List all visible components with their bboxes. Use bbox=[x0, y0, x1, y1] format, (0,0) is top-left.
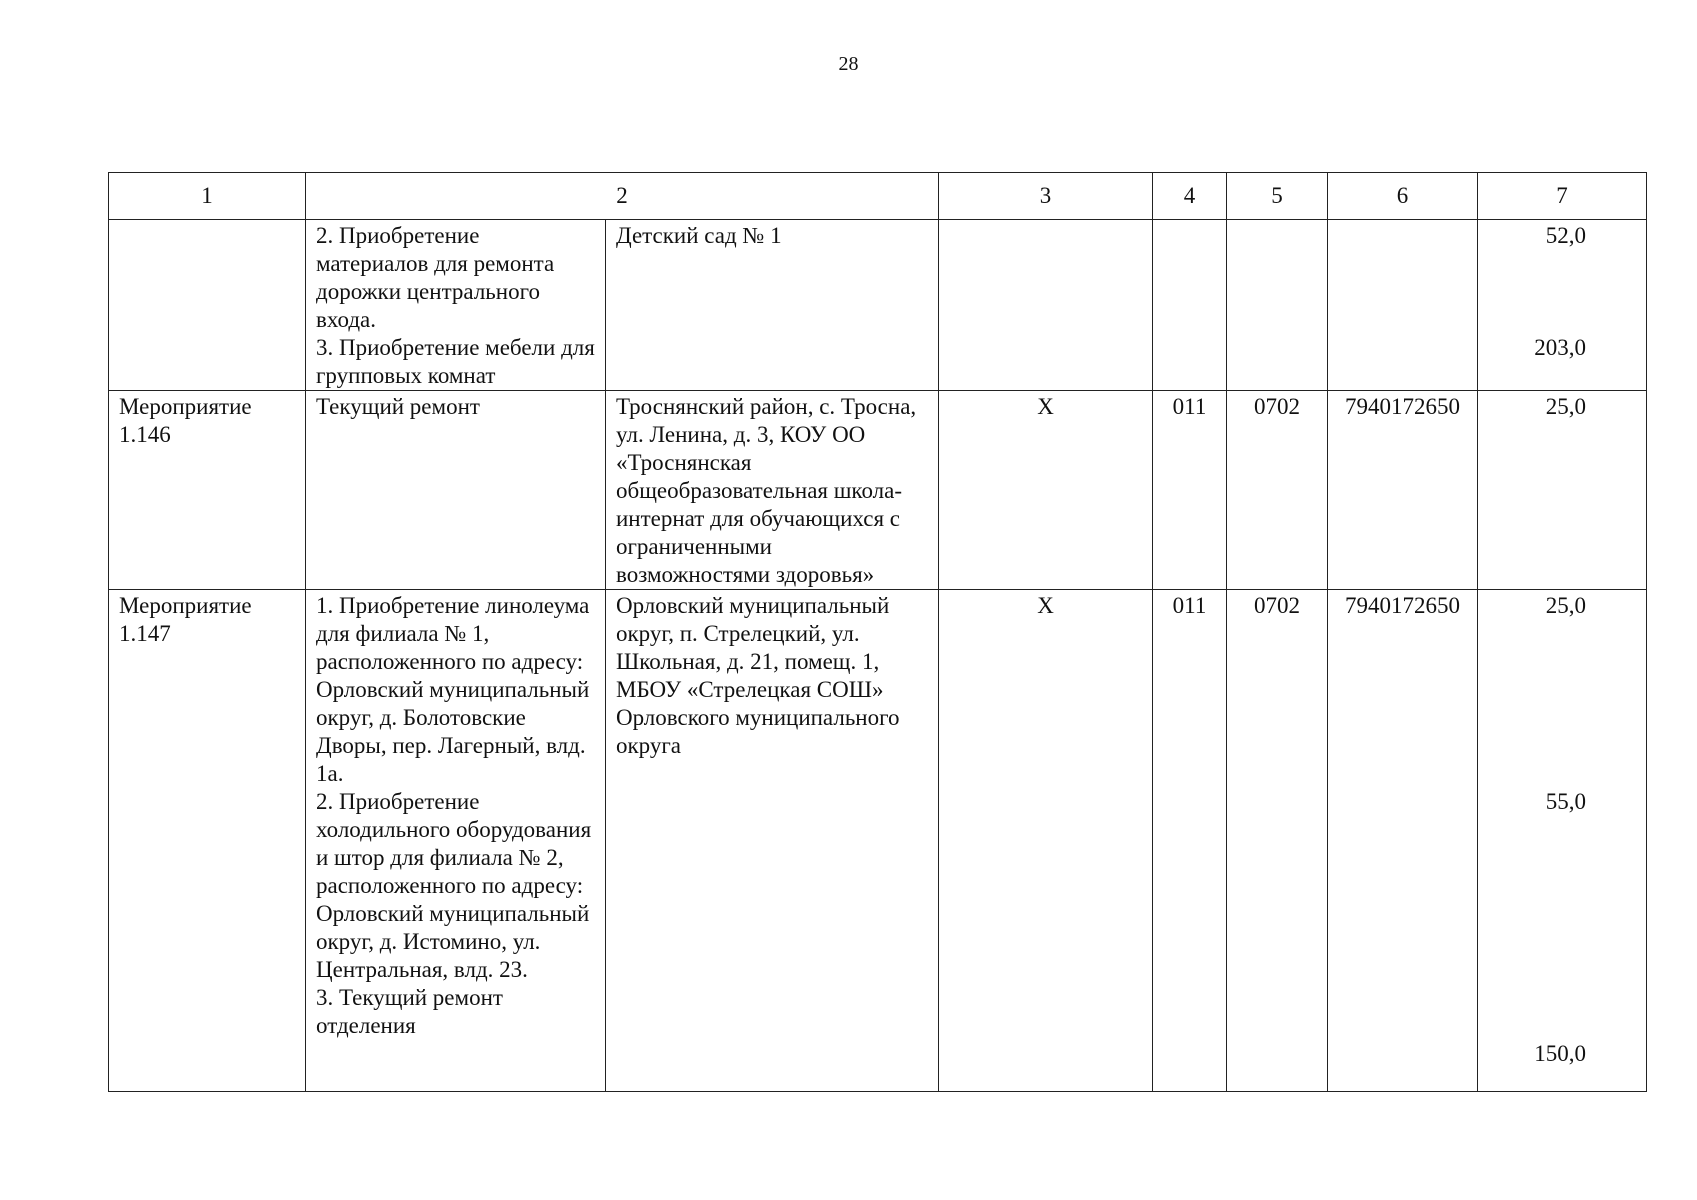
activity-cell: Мероприятие 1.147 bbox=[109, 590, 306, 1092]
col4-cell bbox=[1153, 220, 1227, 391]
table-header-row bbox=[109, 173, 1647, 220]
amount-value: 25,0 bbox=[1545, 394, 1586, 419]
table-row bbox=[109, 590, 1647, 1092]
col3-cell: X bbox=[939, 391, 1153, 590]
activity-cell bbox=[109, 220, 306, 391]
header-cell: 1 bbox=[109, 173, 306, 220]
header-cell: 7 bbox=[1478, 173, 1647, 220]
header-cell: 4 bbox=[1153, 173, 1227, 220]
description-item: Текущий ремонт bbox=[316, 394, 480, 419]
description-item: 1. Приобретение линолеума для филиала № 1, расположенного по адресу: Орловский муниципальный округ, д. Болотовские Дворы, пер. Лагерный, влд. 1а. bbox=[316, 593, 590, 786]
page-number: 28 bbox=[838, 53, 859, 75]
amount-value: 203,0 bbox=[1534, 335, 1586, 360]
header-cell: 2 bbox=[306, 173, 939, 220]
address-cell: Троснянский район, с. Тросна, ул. Ленина, д. 3, КОУ ОО «Троснянская общеобразовательная школа-интернат для обучающихся с ограниченными возможностями здоровья» bbox=[606, 391, 939, 590]
col5-cell: 0702 bbox=[1227, 391, 1328, 590]
description-item: 2. Приобретение холодильного оборудования и штор для филиала № 2, расположенного по адресу: Орловский муниципальный округ, д. Истомино, ул. Центральная, влд. 23. bbox=[316, 789, 592, 982]
amount-value: 55,0 bbox=[1545, 789, 1586, 814]
header-cell: 6 bbox=[1328, 173, 1478, 220]
description-cell bbox=[306, 391, 606, 590]
activity-cell: Мероприятие 1.146 bbox=[109, 391, 306, 590]
col6-cell bbox=[1328, 220, 1478, 391]
description-cell bbox=[306, 220, 606, 391]
col6-cell: 7940172650 bbox=[1328, 590, 1478, 1092]
col4-cell: 011 bbox=[1153, 590, 1227, 1092]
description-item: 3. Текущий ремонт отделения bbox=[316, 985, 503, 1038]
col3-cell: X bbox=[939, 590, 1153, 1092]
address-cell: Детский сад № 1 bbox=[606, 220, 939, 391]
table-row bbox=[109, 220, 1647, 391]
address-cell: Орловский муниципальный округ, п. Стрелецкий, ул. Школьная, д. 21, помещ. 1, МБОУ «Стрелецкая СОШ» Орловского муниципального округа bbox=[606, 590, 939, 1092]
col5-cell: 0702 bbox=[1227, 590, 1328, 1092]
description-item: 3. Приобретение мебели для групповых комнат bbox=[316, 335, 595, 388]
description-item: 2. Приобретение материалов для ремонта дорожки центрального входа. bbox=[316, 223, 555, 332]
header-cell: 3 bbox=[939, 173, 1153, 220]
amount-cell bbox=[1478, 220, 1647, 391]
col4-cell: 011 bbox=[1153, 391, 1227, 590]
col5-cell bbox=[1227, 220, 1328, 391]
document-table bbox=[108, 172, 1647, 1092]
amount-cell bbox=[1478, 590, 1647, 1092]
amount-value: 25,0 bbox=[1545, 593, 1586, 618]
table-row bbox=[109, 391, 1647, 590]
amount-value: 52,0 bbox=[1545, 223, 1586, 248]
header-cell: 5 bbox=[1227, 173, 1328, 220]
col6-cell: 7940172650 bbox=[1328, 391, 1478, 590]
amount-value: 150,0 bbox=[1534, 1041, 1586, 1066]
description-cell bbox=[306, 590, 606, 1092]
amount-cell bbox=[1478, 391, 1647, 590]
col3-cell bbox=[939, 220, 1153, 391]
